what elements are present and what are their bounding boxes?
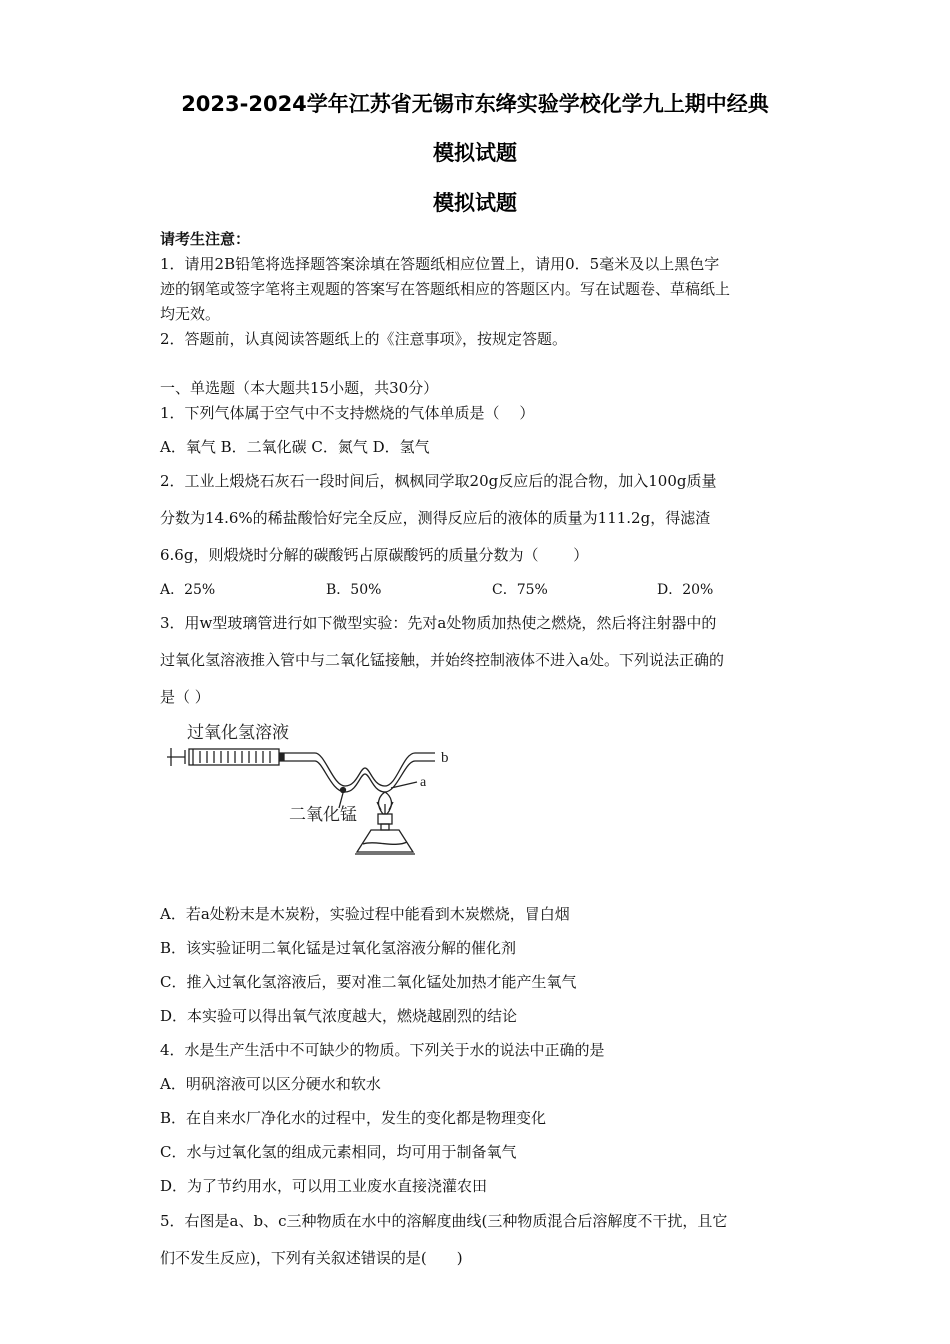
exam-subtitle: 模拟试题 [433,191,517,215]
question-3-line-3: 是（ ） [160,688,210,706]
figure-label-b: b [441,750,449,766]
figure-label-hydrogen-peroxide: 过氧化氢溶液 [187,723,289,742]
question-2-option-d: D．20% [657,582,714,598]
question-3-option-c: C．推入过氧化氢溶液后，要对准二氧化锰处加热才能产生氧气 [160,973,577,991]
question-3-option-a: A．若a处粉末是木炭粉，实验过程中能看到木炭燃烧，冒白烟 [160,905,570,923]
section-heading: 一、单选题（本大题共15小题，共30分） [160,379,439,397]
question-4-option-d: D．为了节约用水，可以用工业废水直接浇灌农田 [160,1177,488,1195]
figure-label-manganese-dioxide: 二氧化锰 [289,805,357,824]
notice-heading: 请考生注意： [160,230,251,248]
question-1-options: A．氧气 B．二氧化碳 C．氮气 D．氢气 [160,438,430,456]
question-5-line-2: 们不发生反应)，下列有关叙述错误的是( ) [160,1249,463,1267]
question-3-option-b: B．该实验证明二氧化锰是过氧化氢溶液分解的催化剂 [160,939,517,957]
question-4-option-c: C．水与过氧化氢的组成元素相同，均可用于制备氧气 [160,1143,517,1161]
question-4-option-b: B．在自来水厂净化水的过程中，发生的变化都是物理变化 [160,1109,547,1127]
question-1-stem: 1．下列气体属于空气中不支持燃烧的气体单质是（ ） [160,404,535,422]
w-tube-apparatus-figure [165,718,465,868]
notice-item-1-line-3: 均无效。 [160,305,221,323]
figure-label-a: a [420,775,427,790]
question-2-line-2: 分数为14.6%的稀盐酸恰好完全反应，测得反应后的液体的质量为111.2g，得滤渣 [160,509,711,527]
question-2-option-c: C．75% [492,582,548,598]
question-2-line-3: 6.6g，则煅烧时分解的碳酸钙占原碳酸钙的质量分数为（ ） [160,546,589,564]
question-4-option-a: A．明矾溶液可以区分硬水和软水 [160,1075,381,1093]
exam-title-line-2: 模拟试题 [433,141,517,165]
question-2-option-a: A．25% [160,582,216,598]
question-3-option-d: D．本实验可以得出氧气浓度越大，燃烧越剧烈的结论 [160,1007,518,1025]
notice-item-1-line-2: 迹的钢笔或签字笔将主观题的答案写在答题纸相应的答题区内。写在试题卷、草稿纸上 [160,280,731,298]
question-4-stem: 4．水是生产生活中不可缺少的物质。下列关于水的说法中正确的是 [160,1041,605,1059]
question-3-line-2: 过氧化氢溶液推入管中与二氧化锰接触，并始终控制液体不进入a处。下列说法正确的 [160,651,724,669]
question-2-option-b: B．50% [326,582,382,598]
notice-item-2: 2．答题前，认真阅读答题纸上的《注意事项》，按规定答题。 [160,330,568,348]
exam-title-line-1: 2023-2024学年江苏省无锡市东绛实验学校化学九上期中经典 [181,92,769,116]
question-5-line-1: 5．右图是a、b、c三种物质在水中的溶解度曲线(三种物质混合后溶解度不干扰，且它 [160,1212,728,1230]
notice-item-1-line-1: 1．请用2B铅笔将选择题答案涂填在答题纸相应位置上，请用0．5毫米及以上黑色字 [160,255,720,273]
question-2-line-1: 2．工业上煅烧石灰石一段时间后，枫枫同学取20g反应后的混合物，加入100g质量 [160,472,717,490]
question-3-line-1: 3．用w型玻璃管进行如下微型实验：先对a处物质加热使之燃烧，然后将注射器中的 [160,614,717,632]
